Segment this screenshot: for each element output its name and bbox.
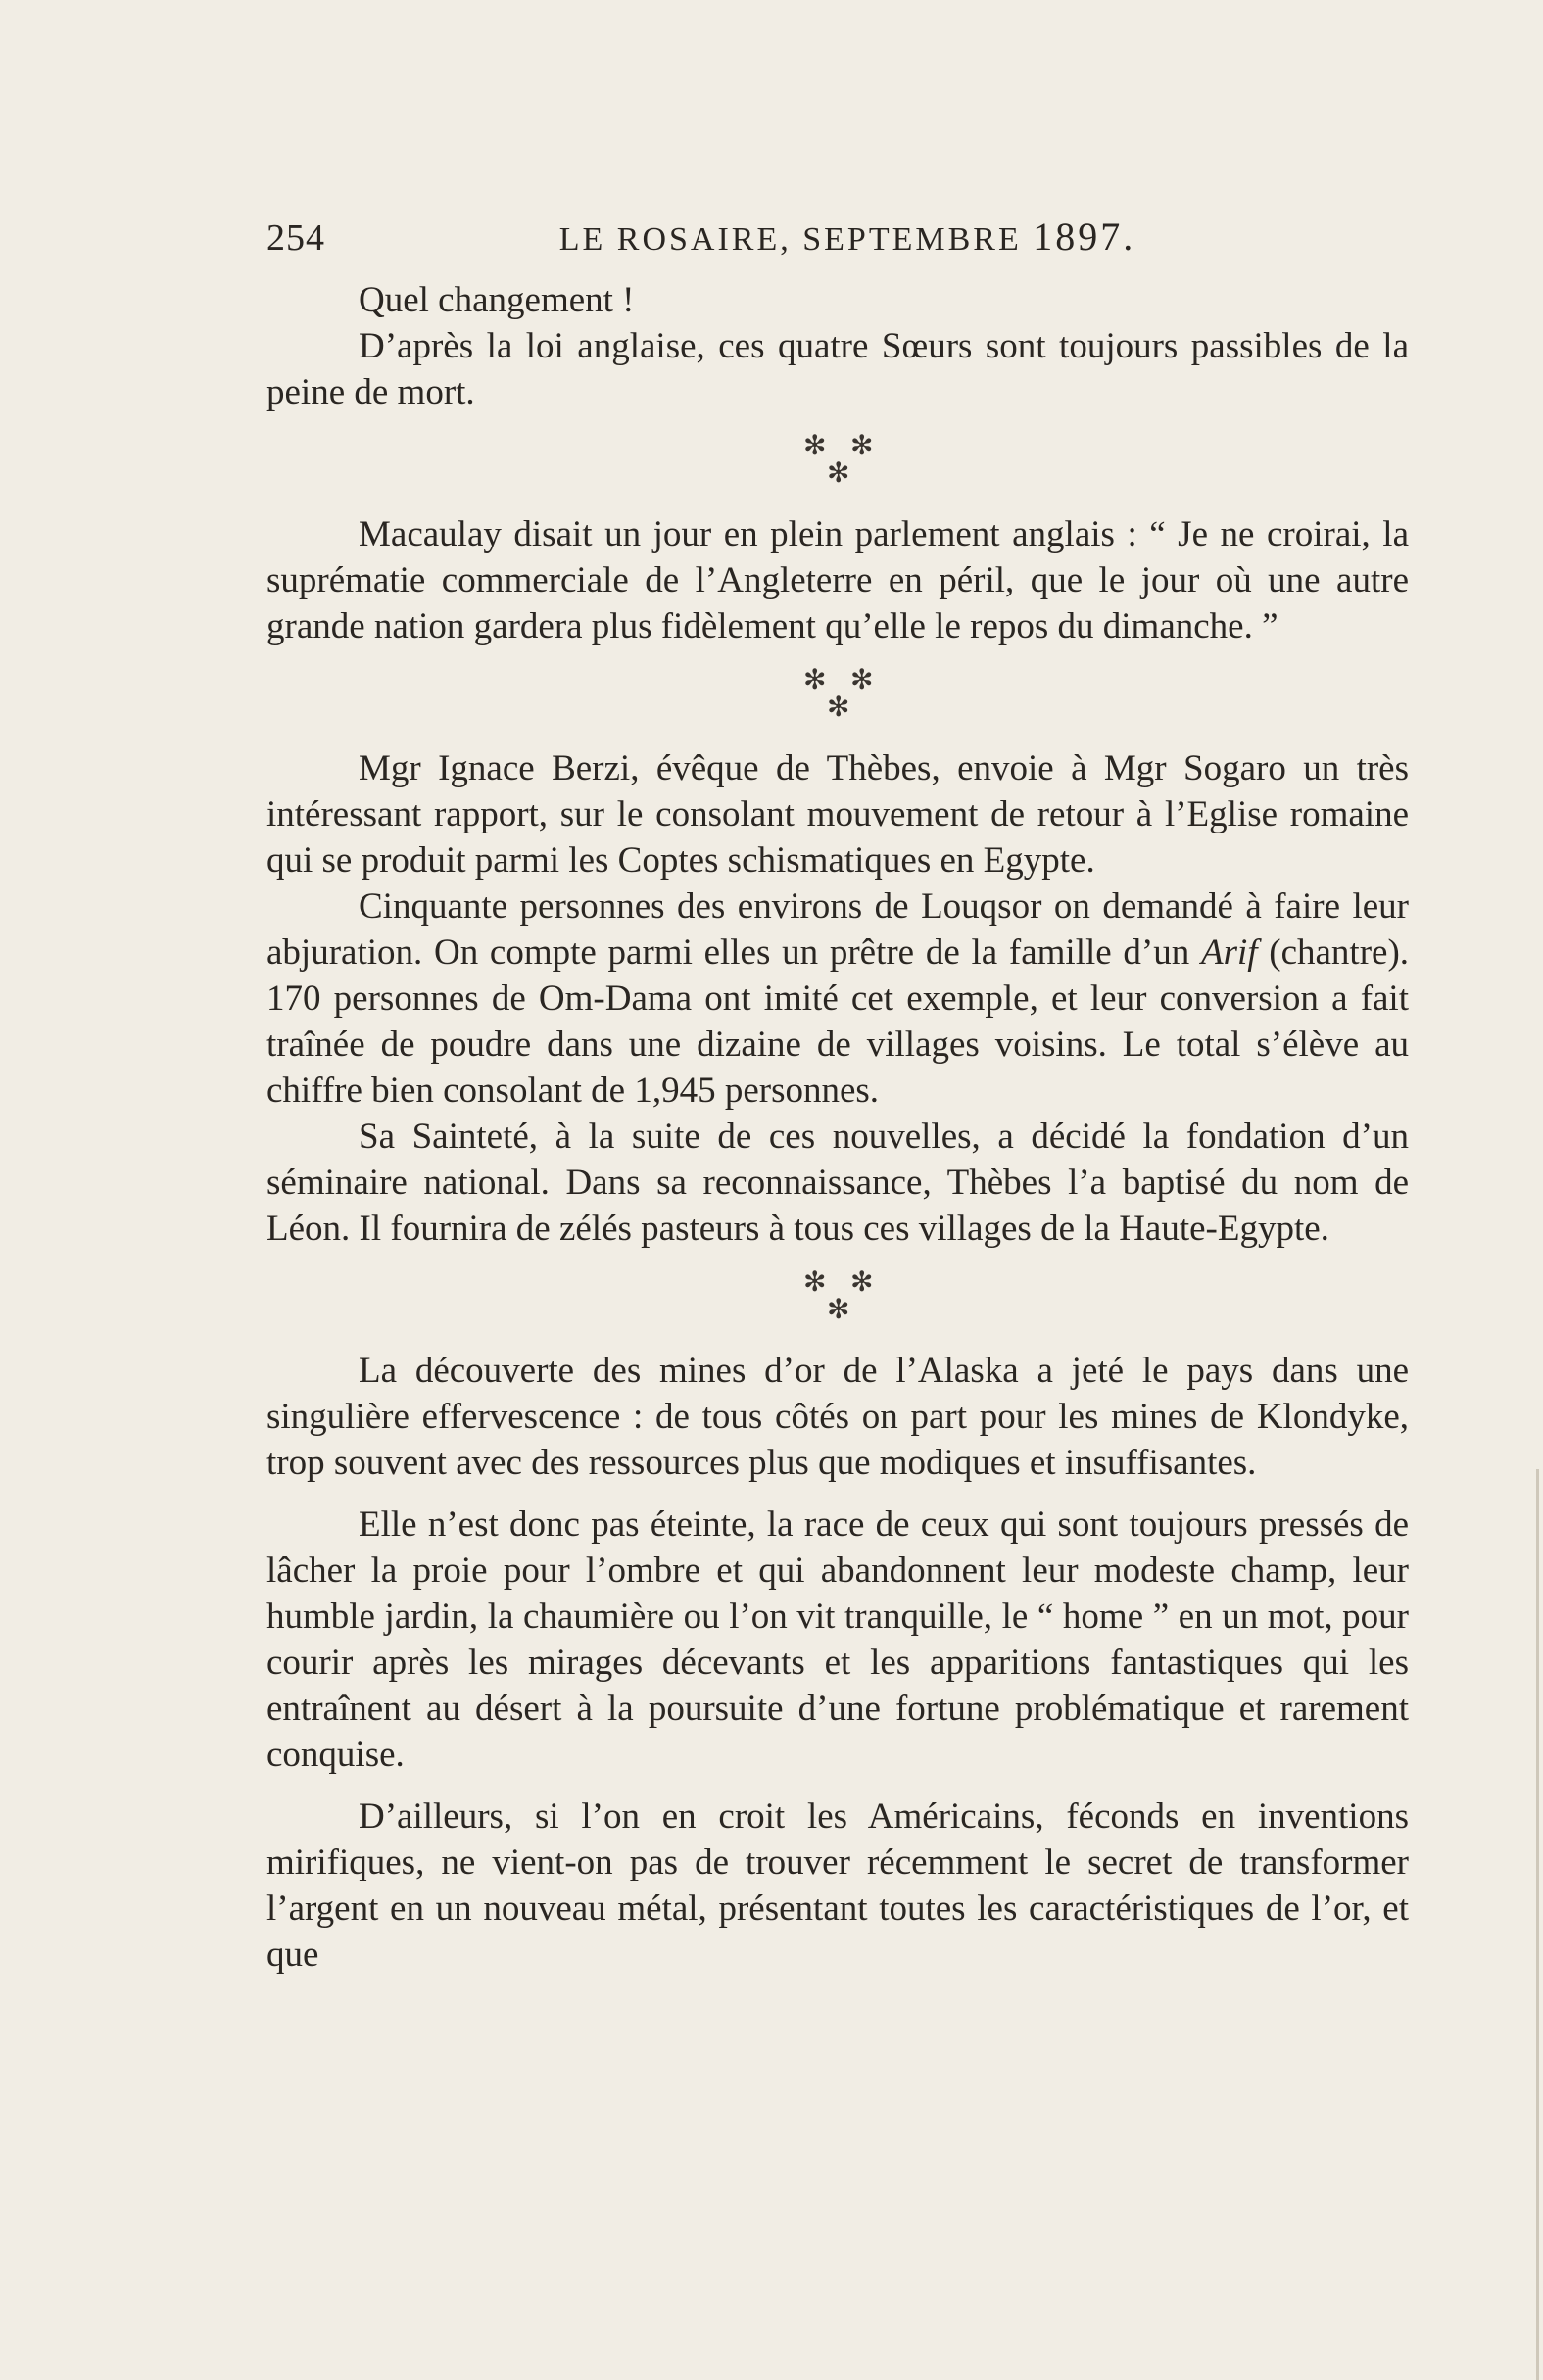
paragraph-4: Mgr Ignace Berzi, évêque de Thèbes, envoie à Mgr Sogaro un très intéressant rapport, sur le consolant mouvement de retour à l’Eglise romaine qui se produit parmi les Coptes schismatiques en Egypte. <box>266 748 1409 881</box>
paragraph-5 <box>266 883 1409 1114</box>
page-edge-line <box>1536 1469 1539 2380</box>
paragraph-7: La découverte des mines d’or de l’Alaska a jeté le pays dans une singulière effervescence : de tous côtés on part pour les mines de Klondyke, trop souvent avec des ressources plus que modiques et insuffisantes. <box>266 1351 1409 1483</box>
asterisk-icon: ✻ <box>850 1267 874 1298</box>
asterisk-icon: ✻ <box>803 665 827 695</box>
paragraph-1: Quel changement ! <box>359 280 635 320</box>
paragraph-2: D’après la loi anglaise, ces quatre Sœurs sont toujours passibles de la peine de mort. <box>266 326 1409 412</box>
journal-title <box>325 214 1409 260</box>
paragraph-5-start: Cinquante personnes des environs de Louqsor on demandé à faire leur abjuration. On compte parmi elles un prêtre de la famille d’un <box>266 886 1409 973</box>
asterisk-icon: ✻ <box>827 1295 850 1325</box>
paragraph-9: D’ailleurs, si l’on en croit les Américains, féconds en inventions mirifiques, ne vient-on pas de trouver récemment le secret de transformer l’argent en un nouveau métal, présentant toutes les caractéristiques de l’or, et que <box>266 1796 1409 1975</box>
asterism-divider-1 <box>266 425 1409 498</box>
page-number: 254 <box>266 217 325 259</box>
asterisk-icon: ✻ <box>850 665 874 695</box>
page-content <box>266 214 1409 1977</box>
asterism-divider-2 <box>266 659 1409 732</box>
asterisk-icon: ✻ <box>827 458 850 489</box>
asterisk-icon: ✻ <box>827 692 850 723</box>
paragraph-8: Elle n’est donc pas éteinte, la race de ceux qui sont toujours pressés de lâcher la proie pour l’ombre et qui abandonnent leur modeste champ, leur humble jardin, la chaumière ou l’on vit tranquille, le “ home ” en un mot, pour courir après les mirages décevants et les apparitions fantastiques qui les entraînent au désert à la poursuite d’une fortune problématique et rarement conquise. <box>266 1504 1409 1775</box>
asterism-divider-3 <box>266 1261 1409 1334</box>
journal-name: LE ROSAIRE, SEPTEMBRE <box>558 221 1022 258</box>
asterisk-icon: ✻ <box>803 431 827 461</box>
asterisk-icon: ✻ <box>850 431 874 461</box>
paragraph-6: Sa Sainteté, à la suite de ces nouvelles, a décidé la fondation d’un séminaire national. Dans sa reconnaissance, Thèbes l’a baptisé du nom de Léon. Il fournira de zélés pasteurs à tous ces villages de la Haute-Egypte. <box>266 1117 1409 1249</box>
italic-term: Arif <box>1200 932 1258 973</box>
paragraph-3: Macaulay disait un jour en plein parlement anglais : “ Je ne croirai, la suprématie commerciale de l’Angleterre en péril, que le jour où une autre grande nation gardera plus fidèlement qu’elle le repos du dimanche. ” <box>266 514 1409 646</box>
asterisk-icon: ✻ <box>803 1267 827 1298</box>
journal-year: 1897. <box>1033 214 1136 259</box>
running-head <box>266 214 1409 260</box>
paragraph-5-end: (chantre). 170 personnes de Om-Dama ont imité cet exemple, et leur conversion a fait traînée de poudre dans une dizaine de villages voisins. Le total s’élève au chiffre bien consolant de 1,945 personnes. <box>266 932 1410 1111</box>
